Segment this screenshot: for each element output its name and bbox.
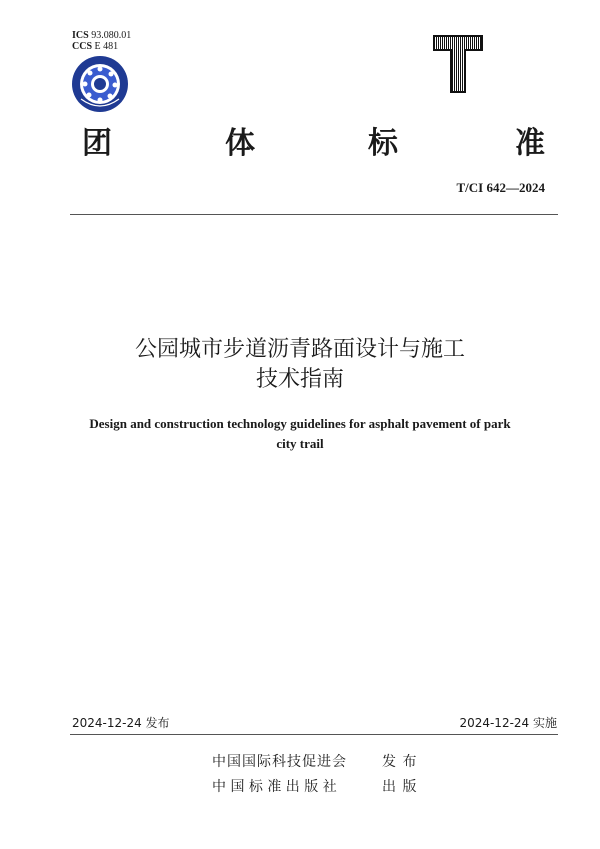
title-en-line-1: Design and construction technology guidelines for asphalt pavement of park (89, 416, 511, 431)
ics-label: ICS (72, 30, 89, 41)
bottom-divider (70, 734, 558, 735)
publisher-2-role: 出 版 (382, 779, 418, 795)
standard-number: T/CI 642—2024 (456, 180, 545, 195)
doc-type-char-3: 标 (368, 126, 398, 161)
classification-codes (72, 30, 131, 52)
association-seal-icon (71, 55, 129, 113)
implementation-date: 2024-12-24 实施 (459, 716, 557, 730)
ics-line (72, 30, 131, 41)
publisher-1-role: 发 布 (382, 754, 418, 770)
ccs-line (72, 41, 131, 52)
title-en-line-2: city trail (276, 436, 324, 451)
top-divider (70, 214, 558, 215)
title-cn-line-1: 公园城市步道沥青路面设计与施工 (134, 337, 465, 362)
publisher-2-name: 中 国 标 准 出 版 社 (212, 779, 337, 795)
doc-type-char-4: 准 (515, 126, 545, 161)
ics-value: 93.080.01 (91, 30, 132, 41)
ccs-label: CCS (72, 41, 93, 52)
doc-type-char-1: 团 (82, 126, 112, 161)
ccs-value: E 481 (94, 41, 119, 52)
standard-letter-mark (432, 34, 484, 94)
issue-date: 2024-12-24 发布 (72, 716, 170, 730)
publisher-1-name: 中国国际科技促进会 (212, 754, 347, 770)
document-type-heading (0, 118, 600, 161)
title-cn-line-2: 技术指南 (255, 367, 344, 392)
doc-type-char-2: 体 (225, 126, 255, 161)
